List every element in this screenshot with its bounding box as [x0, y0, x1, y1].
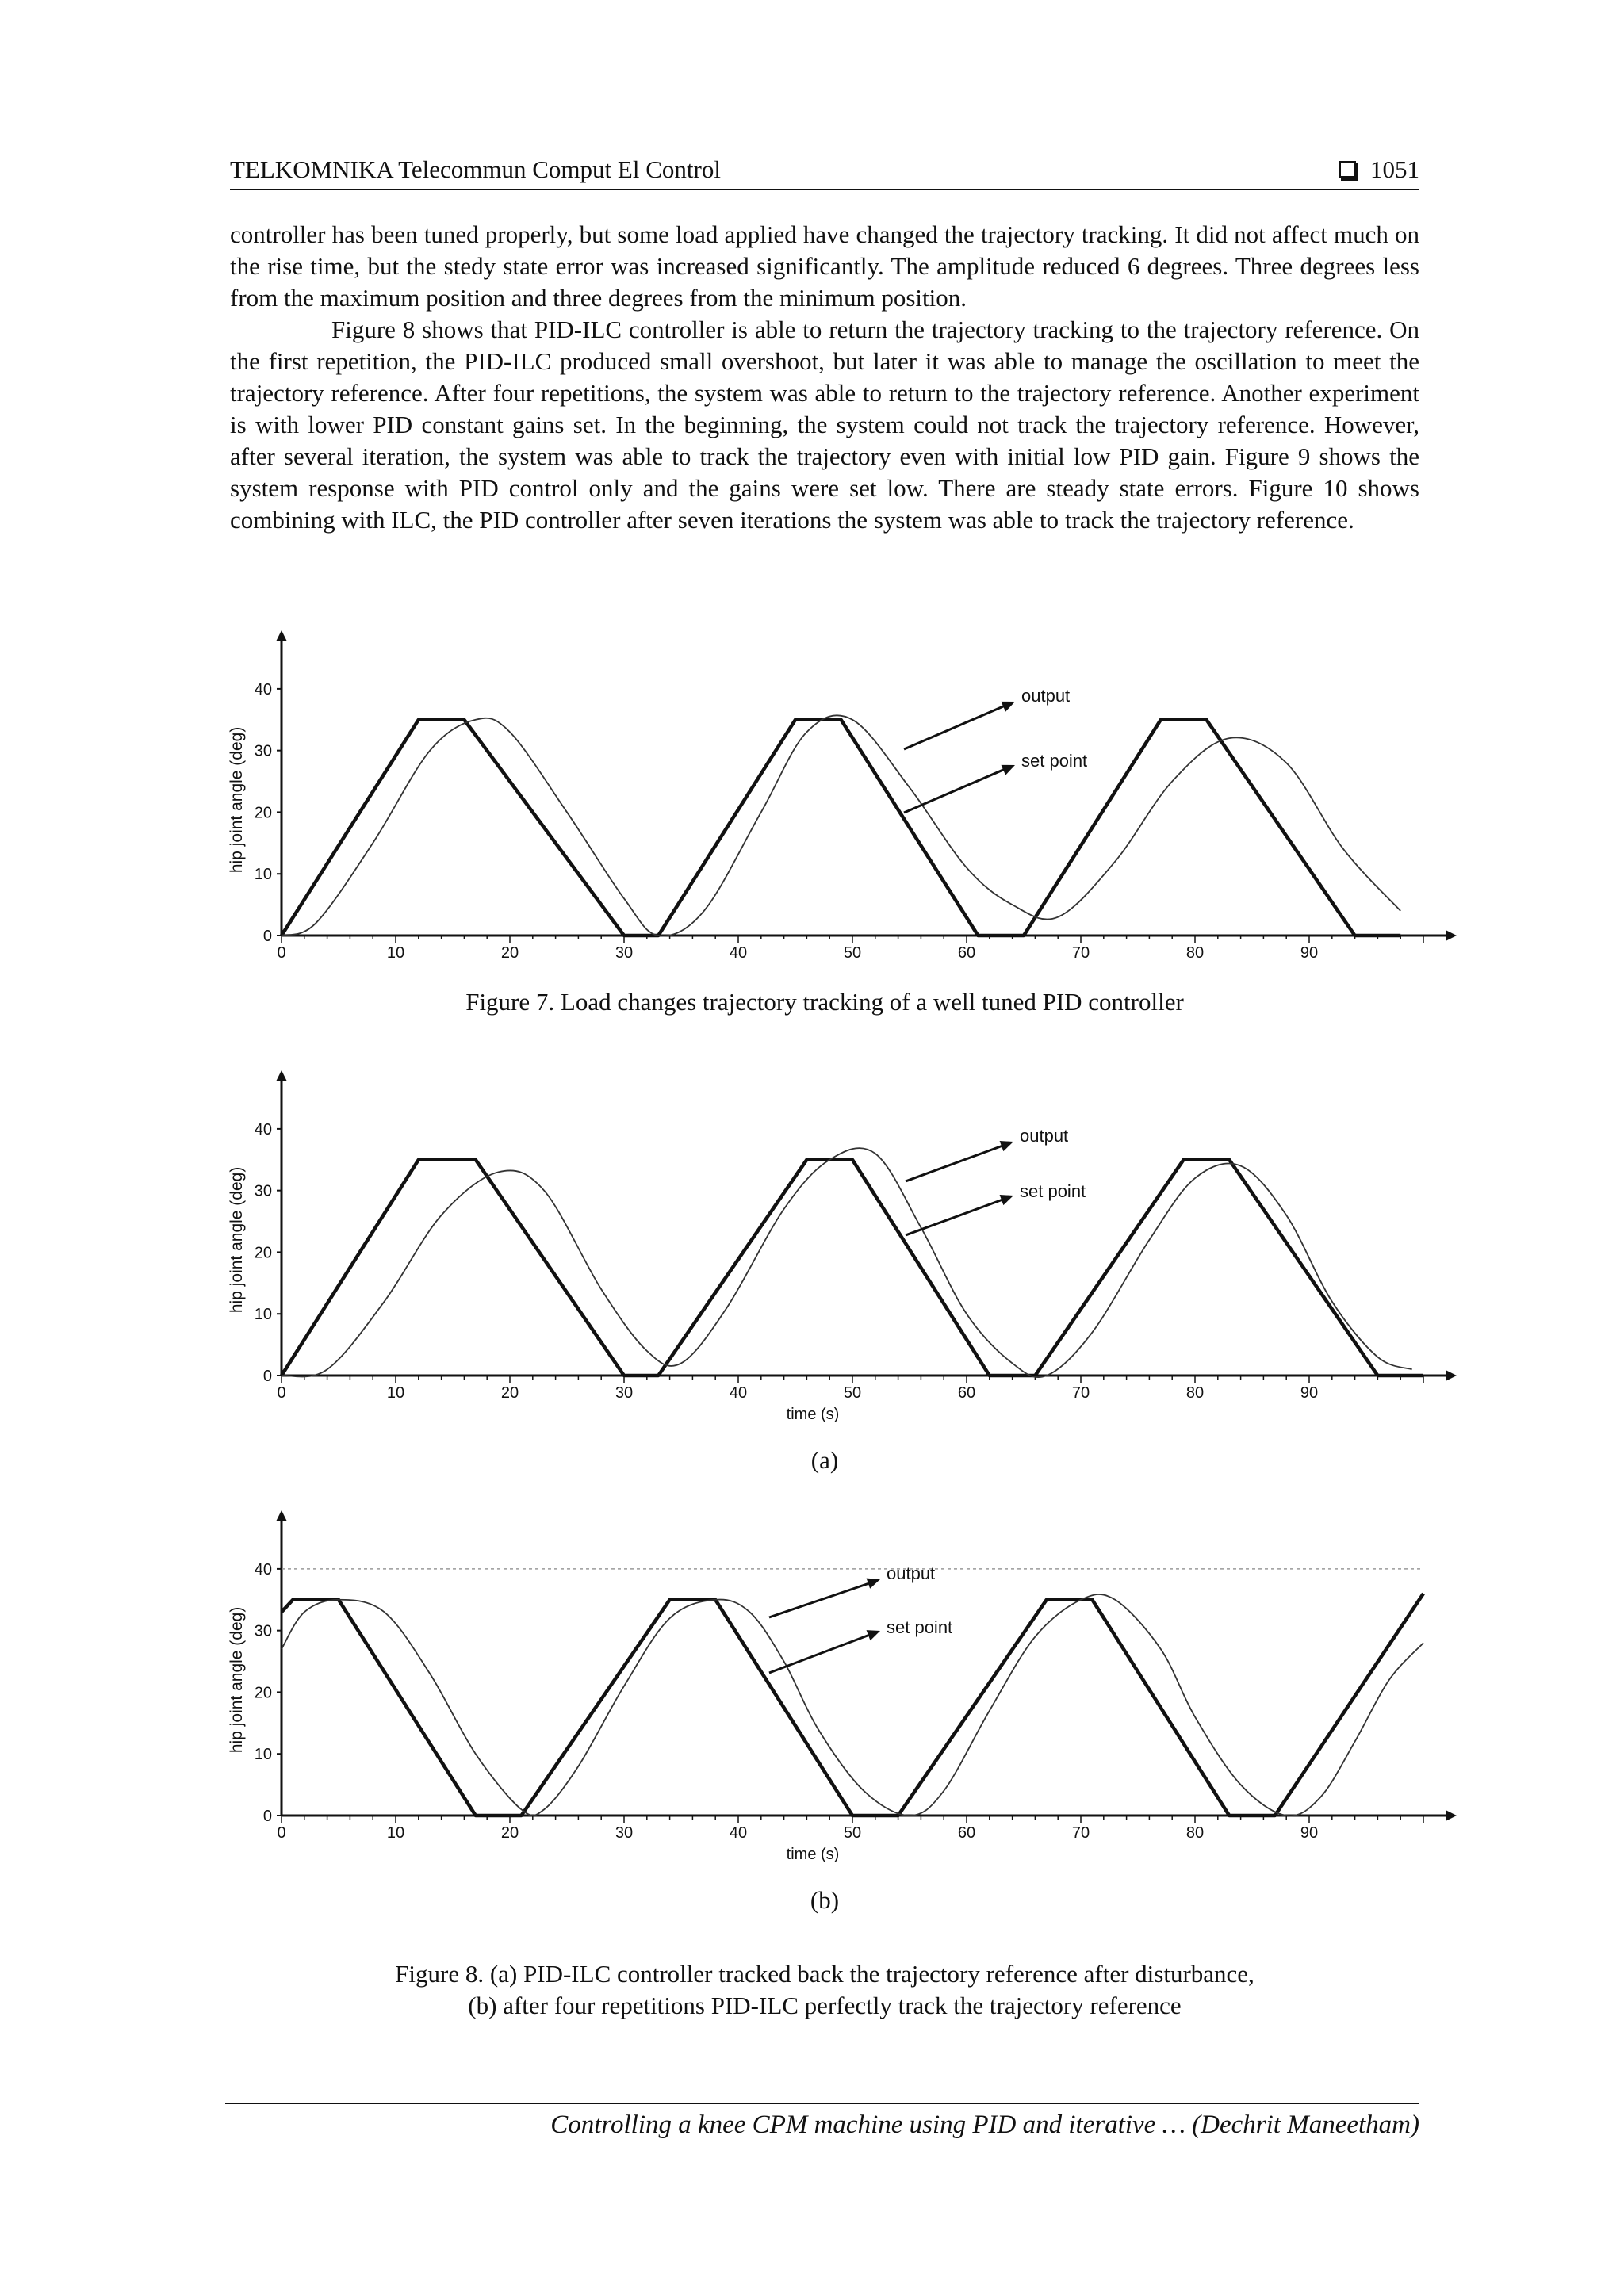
page-number: 1051 — [1370, 155, 1419, 183]
x-axis-arrow — [1446, 930, 1457, 941]
output-annotation-arrow-head — [867, 1578, 880, 1589]
y-tick-label: 10 — [254, 866, 272, 884]
figure-8b-label: (b) — [810, 1886, 840, 1914]
x-axis-arrow — [1446, 1370, 1457, 1381]
set-point-annotation-label: set point — [1020, 1181, 1086, 1201]
x-tick-label: 30 — [615, 944, 634, 962]
x-axis-label: time (s) — [786, 1846, 840, 1863]
x-tick-label: 30 — [615, 1824, 634, 1842]
x-tick-label: 40 — [729, 944, 748, 962]
output-annotation-label: output — [1021, 686, 1071, 706]
figure-8b-chart — [222, 1502, 1459, 1875]
x-tick-label: 70 — [1071, 1824, 1090, 1842]
output-annotation-arrow — [906, 1144, 1007, 1181]
y-tick-label: 0 — [262, 1368, 272, 1385]
y-axis-label: hip joint angle (deg) — [228, 726, 246, 874]
y-axis-arrow — [276, 1510, 287, 1521]
running-footer: Controlling a knee CPM machine using PID and iterative … (Dechrit Maneetham) — [550, 2110, 1419, 2139]
output-series-line — [282, 1148, 1412, 1377]
x-tick-label: 60 — [957, 1384, 976, 1402]
y-tick-label: 0 — [262, 1808, 272, 1825]
figure-8a-chart — [222, 1062, 1459, 1435]
figure-8a-label: (a) — [810, 1446, 839, 1474]
set-point-series-line — [282, 1594, 1423, 1816]
x-tick-label: 60 — [957, 944, 976, 962]
set-point-annotation-arrow-head — [867, 1630, 880, 1640]
y-tick-label: 10 — [254, 1306, 272, 1324]
x-tick-label: 80 — [1185, 1824, 1205, 1842]
x-tick-label: 10 — [386, 1384, 405, 1402]
y-axis-label: hip joint angle (deg) — [228, 1606, 246, 1754]
set-point-annotation-label: set point — [887, 1617, 953, 1637]
figure-8-caption — [230, 1958, 1419, 2022]
set-point-annotation-arrow — [769, 1633, 874, 1673]
body-text — [230, 219, 1419, 536]
output-annotation-label: output — [887, 1563, 936, 1583]
figure-7-caption: Figure 7. Load changes trajectory tracking of a well tuned PID controller — [465, 988, 1184, 1016]
output-series-line — [282, 715, 1400, 936]
journal-title: TELKOMNIKA Telecommun Comput El Control — [230, 155, 721, 183]
figure-8-caption-line-2: (b) after four repetitions PID-ILC perfectly track the trajectory reference — [468, 1992, 1182, 2019]
y-tick-label: 0 — [262, 928, 272, 945]
y-tick-label: 30 — [254, 1622, 272, 1640]
set-point-series-line — [282, 1160, 1423, 1376]
x-tick-label: 50 — [843, 944, 862, 962]
page-number-group — [1339, 155, 1419, 184]
set-point-annotation-arrow — [904, 767, 1009, 813]
x-tick-label: 70 — [1071, 1384, 1090, 1402]
x-tick-label: 40 — [729, 1384, 748, 1402]
x-tick-label: 0 — [277, 1824, 286, 1842]
set-point-annotation-arrow — [906, 1198, 1007, 1235]
output-annotation-label: output — [1020, 1126, 1069, 1146]
y-axis-arrow — [276, 1070, 287, 1081]
y-tick-label: 40 — [254, 1120, 272, 1138]
y-tick-label: 20 — [254, 1684, 272, 1702]
x-tick-label: 20 — [500, 944, 519, 962]
paragraph-2: Figure 8 shows that PID-ILC controller is able to return the trajectory tracking to the trajectory reference. On the first repetition, the PID-ILC produced small overshoot, but later it was able to manage the oscillation to meet the trajectory reference. After four repetitions, the system was able to return to the trajectory reference. Another experiment is with lower PID constant gains set. In the beginning, the system could not track the trajectory reference. However, after several iteration, the system was able to track the trajectory even with initial low PID gain. Figure 9 shows the system response with PID control only and the gains were set low. There are steady state errors. Figure 10 shows combining with ILC, the PID controller after seven iterations the system was able to track the trajectory reference. — [230, 316, 1419, 534]
y-tick-label: 40 — [254, 680, 272, 698]
x-tick-label: 90 — [1300, 1384, 1319, 1402]
y-axis-label: hip joint angle (deg) — [228, 1166, 246, 1314]
y-tick-label: 20 — [254, 1244, 272, 1262]
x-tick-label: 60 — [957, 1824, 976, 1842]
x-tick-label: 50 — [843, 1824, 862, 1842]
x-tick-label: 10 — [386, 1824, 405, 1842]
header-rule — [230, 189, 1419, 190]
set-point-annotation-arrow-head — [1000, 1195, 1013, 1205]
x-tick-label: 20 — [500, 1384, 519, 1402]
x-tick-label: 10 — [386, 944, 405, 962]
set-point-annotation-label: set point — [1021, 751, 1088, 771]
output-annotation-arrow-head — [1000, 1141, 1013, 1151]
output-annotation-arrow — [769, 1582, 874, 1617]
x-tick-label: 20 — [500, 1824, 519, 1842]
running-header — [230, 155, 1419, 187]
x-tick-label: 0 — [277, 944, 286, 962]
x-tick-label: 70 — [1071, 944, 1090, 962]
y-tick-label: 20 — [254, 804, 272, 822]
set-point-series-line — [282, 720, 1400, 936]
x-axis-label: time (s) — [786, 1406, 840, 1423]
paragraph-1: controller has been tuned properly, but some load applied have changed the trajectory tracking. It did not affect much on the rise time, but the stedy state error was increased significantly. The amplitude reduced 6 degrees. Three degrees less from the maximum position and three degrees from the minimum position. — [230, 220, 1419, 312]
y-tick-label: 10 — [254, 1746, 272, 1764]
y-tick-label: 40 — [254, 1560, 272, 1578]
checkbox-square-icon — [1339, 161, 1356, 178]
x-tick-label: 80 — [1185, 1384, 1205, 1402]
x-tick-label: 40 — [729, 1824, 748, 1842]
footer-rule — [225, 2103, 1419, 2104]
y-axis-arrow — [276, 630, 287, 641]
x-tick-label: 90 — [1300, 1824, 1319, 1842]
x-tick-label: 30 — [615, 1384, 634, 1402]
figure-7-chart — [222, 622, 1459, 971]
y-tick-label: 30 — [254, 742, 272, 760]
figure-8-caption-line-1: Figure 8. (a) PID-ILC controller tracked back the trajectory reference after disturbance, — [395, 1960, 1254, 1988]
output-annotation-arrow — [904, 704, 1009, 749]
x-tick-label: 90 — [1300, 944, 1319, 962]
x-axis-arrow — [1446, 1810, 1457, 1821]
x-tick-label: 50 — [843, 1384, 862, 1402]
x-tick-label: 80 — [1185, 944, 1205, 962]
y-tick-label: 30 — [254, 1182, 272, 1200]
x-tick-label: 0 — [277, 1384, 286, 1402]
